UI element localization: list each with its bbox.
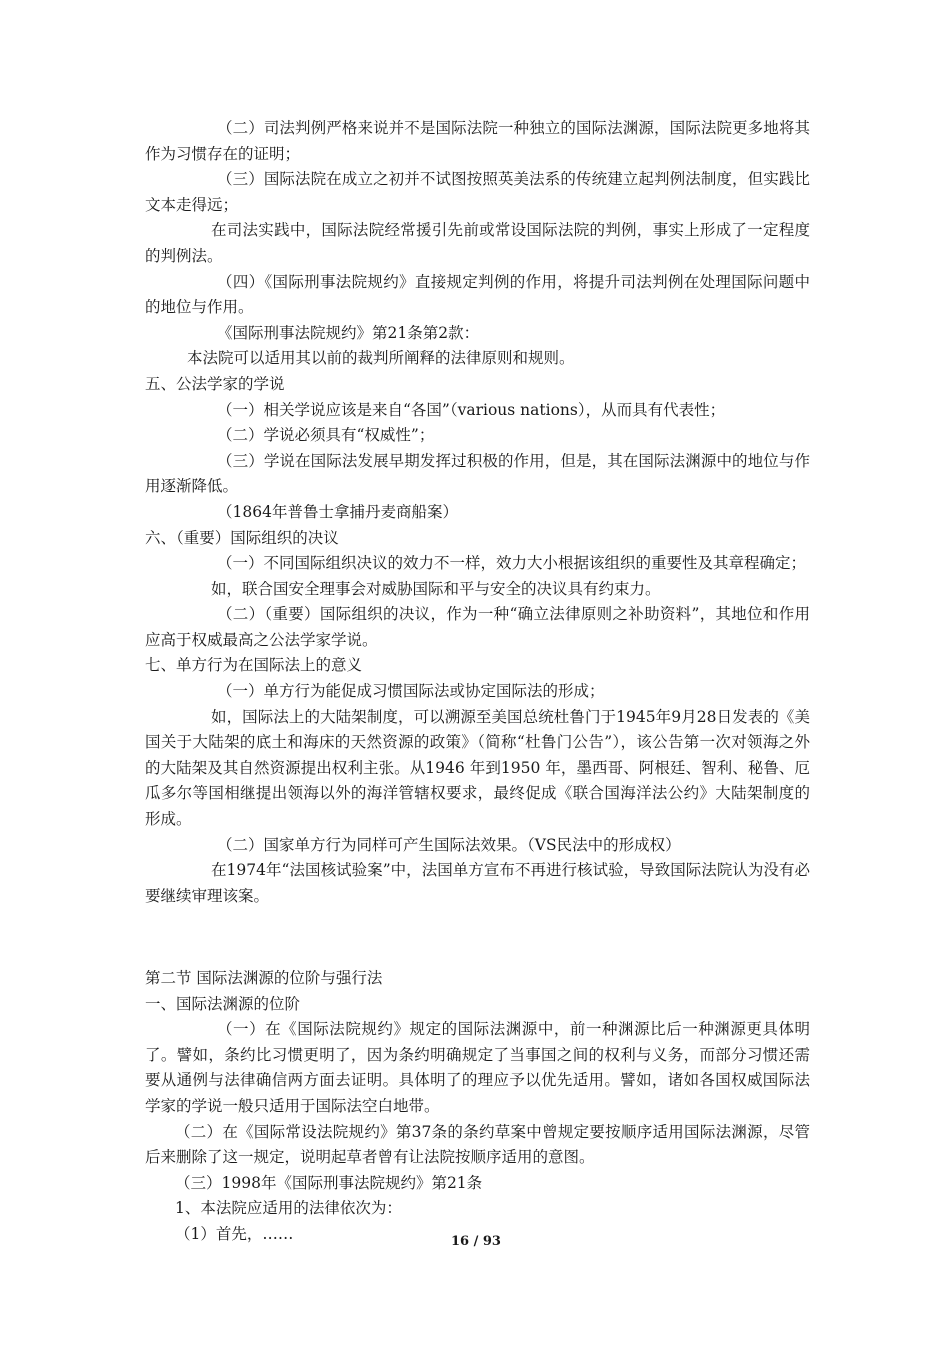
paragraph: （三）1998年《国际刑事法院规约》第21条 [175,1173,483,1192]
paragraph: （三）国际法院在成立之初并不试图按照英美法系的传统建立起判例法制度，但实践比文本走得远； [145,170,810,214]
paragraph: （四）《国际刑事法院规约》直接规定判例的作用，将提升司法判例在处理国际问题中的地位与作用。 [145,272,810,317]
paragraph: （三）学说在国际法发展早期发挥过积极的作用，但是，其在国际法渊源中的地位与作用逐渐降低。 [145,451,810,496]
blank-line [145,925,810,951]
paragraph: （二）学说必须具有“权威性”； [217,426,435,445]
paragraph: 本法院可以适用其以前的裁判所阐释的法律原则和规则。 [187,349,575,368]
paragraph: 如，国际法上的大陆架制度，可以溯源至美国总统杜鲁门于1945年9月28日发表的《美国关于大陆架的底土和海床的天然资源的政策》（简称“杜鲁门公告”），该公告第一次对领海之外的大陆架及其自然资源提出权利主张。从1946 年到1950 年，墨西哥、阿根廷、智利、秘鲁、厄瓜多尔等国相继提出领海以外的海洋管辖权要求，最终促成《联合国海洋法公约》大陆架制度的形成。 [145,707,810,829]
document-body [145,116,810,1248]
paragraph: 如，联合国安全理事会对威胁国际和平与安全的决议具有约束力。 [211,579,661,598]
paragraph: （二）（重要）国际组织的决议，作为一种“确立法律原则之补助资料”，其地位和作用应高于权威最高之公法学家学说。 [145,605,810,649]
paragraph: 《国际刑事法院规约》第21条第2款： [217,323,480,342]
paragraph: （一）不同国际组织决议的效力不一样，效力大小根据该组织的重要性及其章程确定； [217,554,807,573]
paragraph: （1864年普鲁士拿捕丹麦商船案） [217,502,458,521]
paragraph: 五、公法学家的学说 [145,374,285,393]
page-number: 16 / 93 [451,1234,501,1249]
paragraph: （一）单方行为能促成习惯国际法或协定国际法的形成； [217,682,605,701]
paragraph: （一）在《国际法院规约》规定的国际法渊源中，前一种渊源比后一种渊源更具体明了。譬如，条约比习惯更明了，因为条约明确规定了当事国之间的权利与义务，而部分习惯还需要从通例与法律确信两方面去证明。具体明了的理应予以优先适用。譬如，诸如各国权威国际法学家的学说一般只适用于国际法空白地带。 [145,1020,810,1115]
paragraph: （1）首先，…… [175,1224,294,1243]
paragraph: （二）司法判例严格来说并不是国际法院一种独立的国际法渊源，国际法院更多地将其作为习惯存在的证明； [145,119,810,163]
paragraph: 七、单方行为在国际法上的意义 [145,656,363,675]
paragraph: 一、国际法渊源的位阶 [145,994,301,1013]
paragraph: （一）相关学说应该是来自“各国”（various nations），从而具有代表性； [217,400,726,419]
paragraph: 第二节 国际法渊源的位阶与强行法 [145,969,383,987]
paragraph: 1、本法院应适用的法律依次为： [175,1199,402,1218]
paragraph: 在司法实践中，国际法院经常援引先前或常设国际法院的判例，事实上形成了一定程度的判例法。 [145,221,810,265]
paragraph: 六、（重要）国际组织的决议 [145,528,339,547]
paragraph: 在1974年“法国核试验案”中，法国单方宣布不再进行核试验，导致国际法院认为没有必要继续审理该案。 [145,861,810,905]
paragraph: （二）国家单方行为同样可产生国际法效果。（VS民法中的形成权） [217,835,681,854]
paragraph: （二）在《国际常设法院规约》第37条的条约草案中曾规定要按顺序适用国际法渊源，尽管后来删除了这一规定，说明起草者曾有让法院按顺序适用的意图。 [145,1122,810,1167]
